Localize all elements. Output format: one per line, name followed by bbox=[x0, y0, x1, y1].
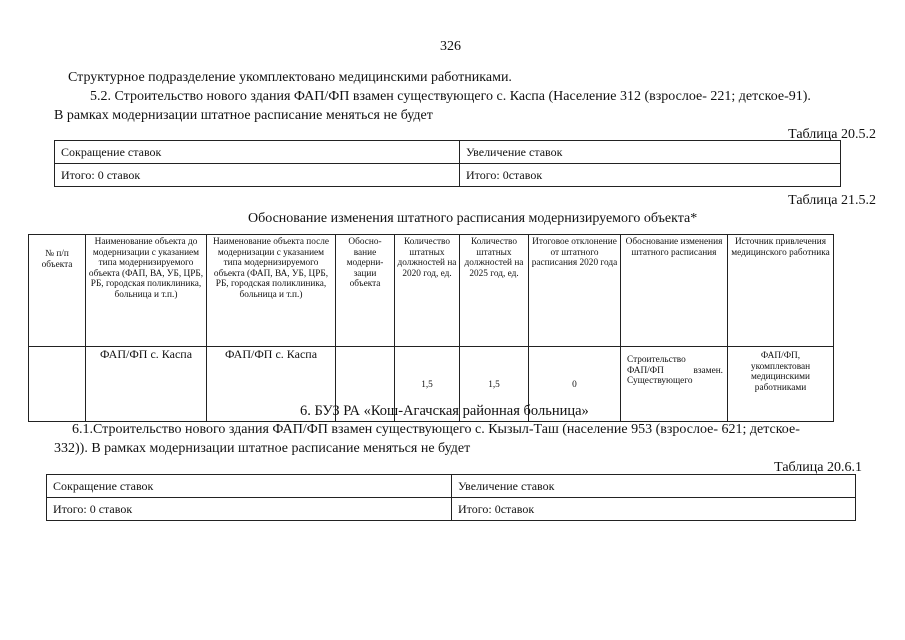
table-21-5-2 bbox=[28, 234, 834, 422]
justification-line: Строительство bbox=[627, 355, 686, 365]
header-cell-deviation: Итоговое отклонение от штатного расписания 2020 года bbox=[529, 235, 621, 347]
justification-line: ФАП/ФП взамен. bbox=[627, 365, 723, 376]
table-row bbox=[47, 475, 856, 498]
table-row bbox=[47, 498, 856, 521]
cell-before: ФАП/ФП с. Каспа bbox=[86, 347, 207, 422]
cell-qty-2025: 1,5 bbox=[460, 347, 529, 422]
header-cell-qty-2020: Количество штатных должностей на 2020 год, ед. bbox=[395, 235, 460, 347]
table-cell: Итого: 0 ставок bbox=[55, 164, 460, 187]
table-header-row bbox=[29, 235, 834, 347]
justification-line: Существующего bbox=[627, 376, 693, 387]
table-cell: Итого: 0ставок bbox=[452, 498, 856, 521]
header-cell-justification: Обоснование изменения штатного расписания bbox=[621, 235, 728, 347]
table-20-5-2 bbox=[54, 140, 841, 187]
cell-deviation: 0 bbox=[529, 347, 621, 422]
cell-source: ФАП/ФП, укомплектован медицинскими работниками bbox=[728, 347, 834, 422]
paragraph-no-change: В рамках модернизации штатное расписание меняться не будет bbox=[54, 108, 433, 123]
table-row bbox=[55, 164, 841, 187]
page-number: 326 bbox=[440, 39, 461, 54]
caption-table-20-6-1: Таблица 20.6.1 bbox=[774, 460, 862, 475]
header-cell-after: Наименование объекта после модернизации с указанием типа модернизируемого объекта (ФАП, ВА, УБ, ЦРБ, РБ, городская поликлиника, больница и т.п.) bbox=[207, 235, 336, 347]
table-cell: Итого: 0ставок bbox=[460, 164, 841, 187]
caption-table-20-5-2: Таблица 20.5.2 bbox=[788, 127, 876, 142]
header-cell-qty-2025: Количество штатных должностей на 2025 год, ед. bbox=[460, 235, 529, 347]
table-cell: Увеличение ставок bbox=[452, 475, 856, 498]
header-cell-before: Наименование объекта до модернизации с указанием типа модернизируемого объекта (ФАП, ВА, УБ, ЦРБ, РБ, городская поликлиника, больница и т.п.) bbox=[86, 235, 207, 347]
caption-table-21-5-2: Таблица 21.5.2 bbox=[788, 193, 876, 208]
table-cell: Увеличение ставок bbox=[460, 141, 841, 164]
cell-number bbox=[29, 347, 86, 422]
header-cell-number: № п/п объекта bbox=[29, 235, 86, 347]
paragraph-construction-kyzyl-tash-cont: 332)). В рамках модернизации штатное расписание меняться не будет bbox=[54, 441, 471, 456]
table-20-6-1 bbox=[46, 474, 856, 521]
cell-after: ФАП/ФП с. Каспа bbox=[207, 347, 336, 422]
table-cell: Итого: 0 ставок bbox=[47, 498, 452, 521]
table-row bbox=[55, 141, 841, 164]
table-cell: Сокращение ставок bbox=[55, 141, 460, 164]
paragraph-construction-kaspa: 5.2. Строительство нового здания ФАП/ФП взамен существующего с. Каспа (Население 312 (взрослое- 221; детское-91). bbox=[90, 89, 811, 104]
cell-qty-2020: 1,5 bbox=[395, 347, 460, 422]
table-title: Обоснование изменения штатного расписания модернизируемого объекта* bbox=[248, 211, 698, 226]
header-cell-reason: Обосно- вание модерни- зации объекта bbox=[336, 235, 395, 347]
paragraph-staffing: Структурное подразделение укомплектовано медицинскими работниками. bbox=[68, 70, 512, 85]
paragraph-construction-kyzyl-tash: 6.1.Строительство нового здания ФАП/ФП взамен существующего с. Кызыл-Таш (население 953 (взрослое- 621; детское- bbox=[72, 422, 800, 437]
cell-justification bbox=[621, 347, 728, 422]
section-heading: 6. БУЗ РА «Кош-Агачская районная больница» bbox=[300, 403, 589, 419]
table-cell: Сокращение ставок bbox=[47, 475, 452, 498]
header-cell-source: Источник привлечения медицинского работника bbox=[728, 235, 834, 347]
